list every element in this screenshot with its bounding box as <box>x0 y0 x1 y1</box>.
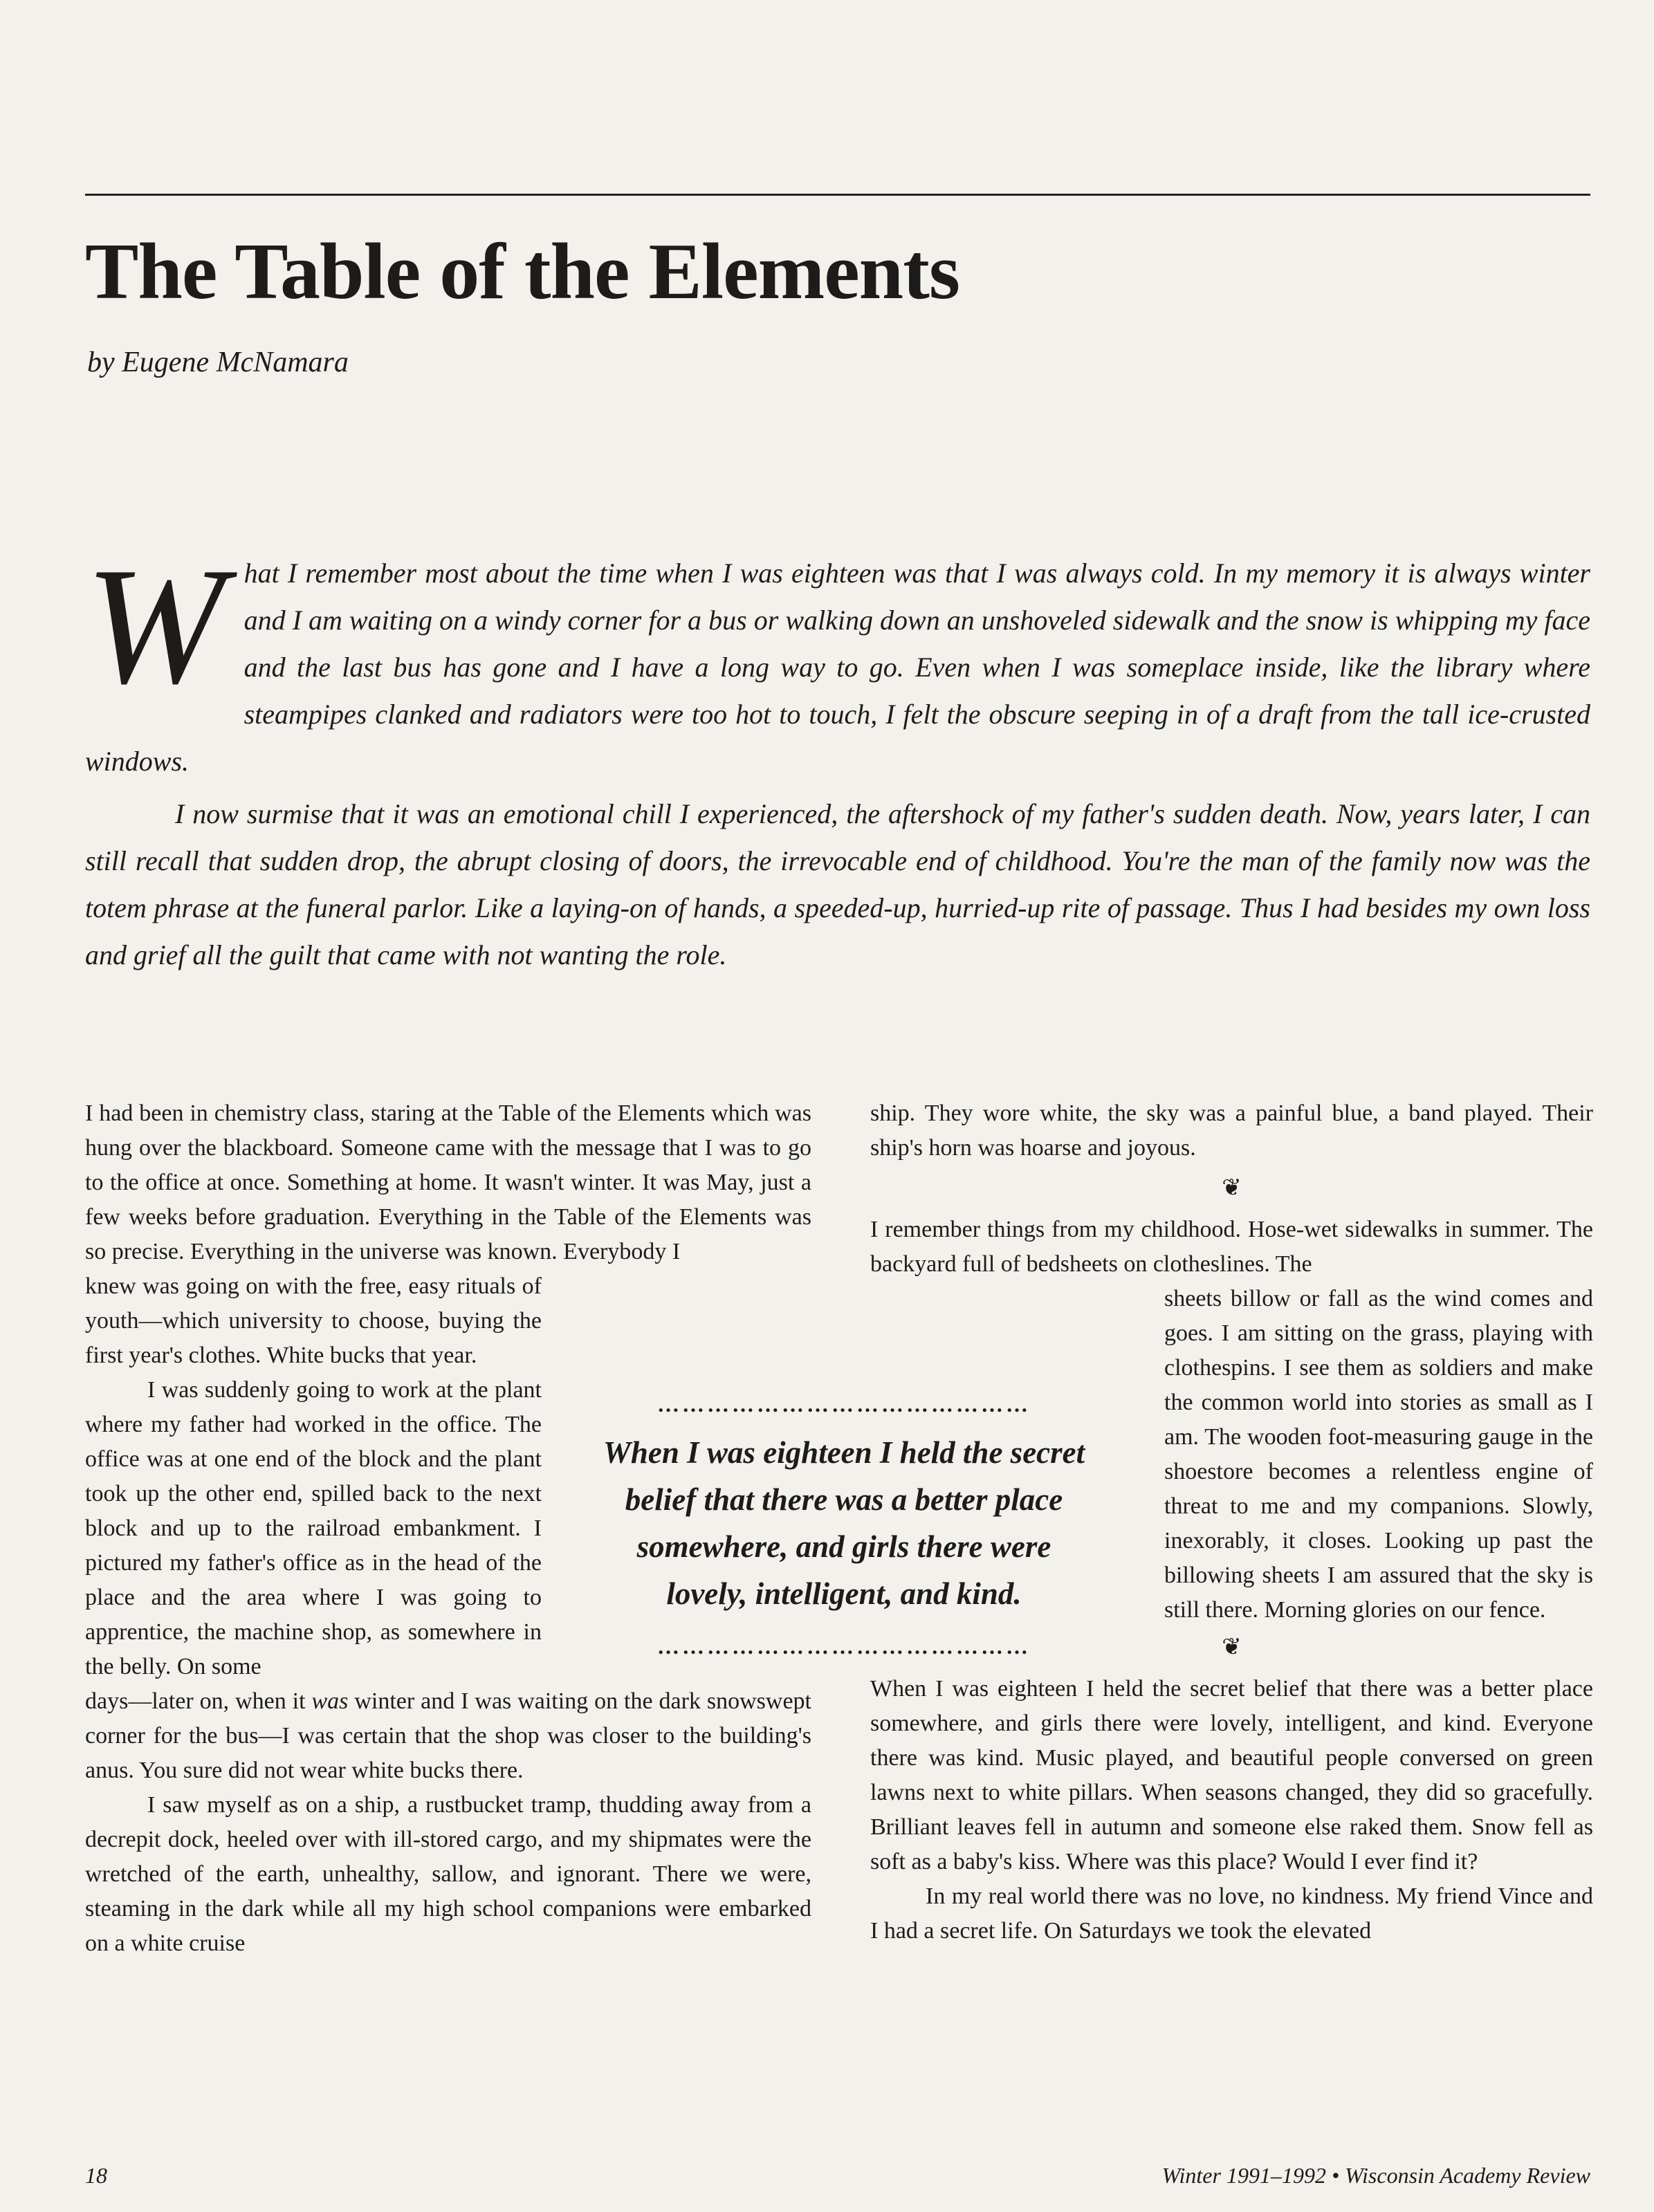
drop-cap: W <box>85 533 225 719</box>
article-title: The Table of the Elements <box>85 228 959 316</box>
intro-paragraph-1 <box>85 533 1590 785</box>
left-paragraph-2: I was suddenly going to work at the plant where my father had worked in the office. The office was at one end of the block and the plant took up the other end, spilled back to the next block and up to the railroad embankment. I pictured my father's office as in the head of the place and the area where I was going to apprentice, the machine shop, as somewhere in the belly. On some <box>85 1377 542 1679</box>
left-paragraph-2-cont <box>85 1684 811 1788</box>
pull-quote-dots-top: ……………………………………… <box>657 1392 1031 1417</box>
publication-footer: Winter 1991–1992 • Wisconsin Academy Review <box>1161 2163 1590 2188</box>
right-paragraph-2-cont: sheets billow or fall as the wind comes and goes. I am sitting on the grass, playing with clothespins. I see them as soldiers and make the common world into stories as small as I am. The wooden foot-measuring gauge in the shoestore becomes a relentless engine of threat to me and my companions. Slowly, inexorably, it closes. Looking up past the billowing sheets I am assured that the sky is still there. Morning glories on our fence. <box>1164 1286 1593 1623</box>
intro-paragraph-2: I now surmise that it was an emotional chill I experienced, the aftershock of my father's sudden death. Now, years later, I can still recall that sudden drop, the abrupt closing of doors, the irrevocable end of childhood. You're the man of the family now was the totem phrase at the funeral parlor. Like a laying-on of hands, a speeded-up, hurried-up rite of passage. Thus I had besides my own loss and grief all the guilt that came with not wanting the role. <box>85 798 1590 970</box>
ornament-icon: ❦ <box>1222 1175 1242 1201</box>
ornament-icon: ❦ <box>1222 1634 1242 1660</box>
left-text-2a: days—later on, when it <box>85 1688 312 1714</box>
left-paragraph-3: I saw myself as on a ship, a rustbucket tramp, thudding away from a decrepit dock, heeled over with ill-stored cargo, and my shipmates were the wretched of the earth, unhealthy, sallow, and ignorant. There we were, steaming in the dark while all my high school companions were embarked on a white cruise <box>85 1792 811 1956</box>
left-text-2b: winter and I was waiting on the dark snowswept corner for the bus—I was certain that the shop was closer to the building's anus. You sure did not wear white bucks there. <box>85 1688 811 1783</box>
left-paragraph-1: I had been in chemistry class, staring at the Table of the Elements which was hung over the blackboard. Someone came with the message that I was to go to the office at once. Something at home. It wasn't winter. It was May, just a few weeks before graduation. Everything in the Table of the Elements was so precise. Everything in the universe was known. Everybody I <box>85 1100 811 1264</box>
pull-quote-text: When I was eighteen I held the secret belief that there was a better place somewhere, and girls there were lovely, intelligent, and kind. <box>603 1435 1085 1611</box>
right-paragraph-4: In my real world there was no love, no kindness. My friend Vince and I had a secret life. On Saturdays we took the elevated <box>870 1883 1593 1944</box>
right-paragraph-2: I remember things from my childhood. Hose-wet sidewalks in summer. The backyard full of bedsheets on clotheslines. The <box>870 1217 1593 1277</box>
right-paragraph-1: ship. They wore white, the sky was a painful blue, a band played. Their ship's horn was hoarse and joyous. <box>870 1100 1593 1161</box>
intro-section <box>85 533 1590 979</box>
intro-text-1: hat I remember most about the time when I was eighteen was that I was always cold. In my memory it is always winter and I am waiting on a windy corner for a bus or walking down an unshoveled sidewalk and the snow is whipping my face and the last bus has gone and I have a long way to go. Even when I was someplace inside, like the library where steampipes clanked and radiators were too hot to touch, I felt the obscure seeping in of a draft from the tall ice-crusted windows. <box>85 557 1590 777</box>
pull-quote-dots-bottom: ……………………………………… <box>657 1634 1031 1659</box>
top-rule <box>85 194 1590 196</box>
left-narrow-block <box>85 1269 542 1684</box>
left-text-2-em: was <box>311 1688 349 1714</box>
right-paragraph-3: When I was eighteen I held the secret belief that there was a better place somewhere, and girls there were lovely, intelligent, and kind. Everyone there was kind. Music played, and beautiful people conversed on green lawns next to white pillars. When seasons changed, they did so gracefully. Brilliant leaves fell in autumn and someone else raked them. Snow fell as soft as a baby's kiss. Where was this place? Would I ever find it? <box>870 1676 1593 1874</box>
page-number: 18 <box>85 2163 107 2188</box>
left-paragraph-1-cont: knew was going on with the free, easy rituals of youth—which university to choose, buying the first year's clothes. White bucks that year. <box>85 1273 542 1368</box>
byline: by Eugene McNamara <box>87 347 349 378</box>
pull-quote <box>595 1390 1093 1660</box>
right-narrow-block <box>1164 1282 1593 1628</box>
